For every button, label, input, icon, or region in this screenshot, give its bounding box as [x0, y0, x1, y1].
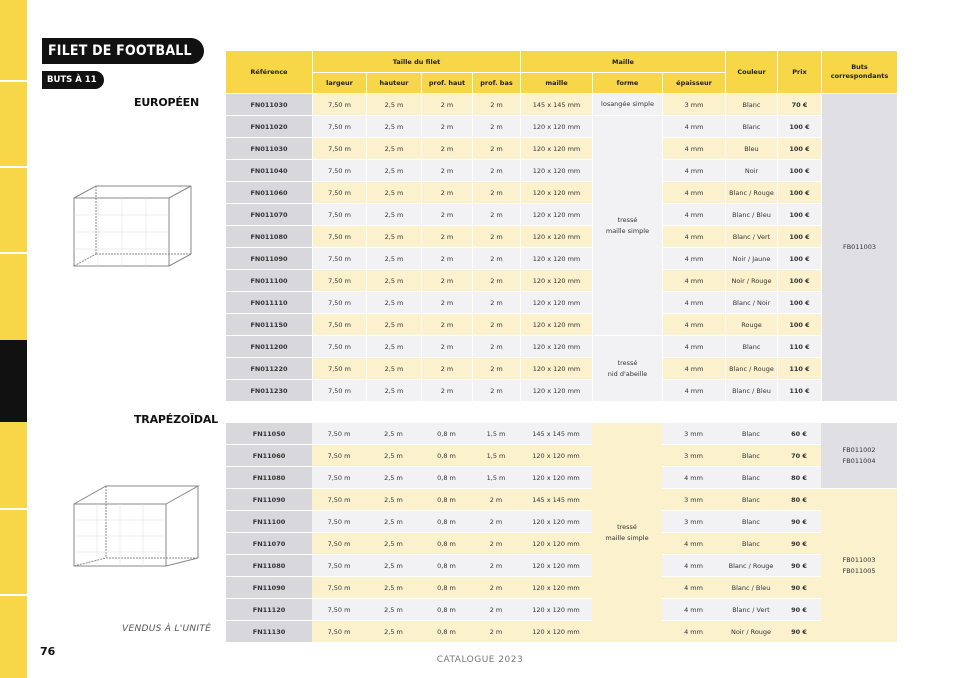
cell-hauteur: 2,5 m	[366, 379, 421, 401]
cell-couleur: Blanc	[725, 93, 777, 115]
cell-prof-bas: 1,5 m	[472, 444, 520, 466]
cell-maille: 120 x 120 mm	[520, 466, 592, 488]
cell-largeur: 7,50 m	[312, 225, 366, 247]
cell-reference: FN011220	[226, 357, 312, 379]
tab-divider	[0, 252, 27, 254]
header-buts: Buts correspondants	[821, 51, 897, 93]
table-row	[226, 510, 897, 532]
cell-reference: FN011150	[226, 313, 312, 335]
cell-prof-bas: 2 m	[472, 137, 520, 159]
cell-prof-bas: 1,5 m	[472, 466, 520, 488]
cell-prof-haut: 0,8 m	[421, 576, 472, 598]
cell-prof-bas: 2 m	[472, 313, 520, 335]
cell-couleur: Blanc / Rouge	[725, 357, 777, 379]
cell-forme: losangée simple	[592, 93, 662, 115]
cell-couleur: Noir	[725, 159, 777, 181]
cell-hauteur: 2,5 m	[366, 357, 421, 379]
cell-maille: 120 x 120 mm	[520, 181, 592, 203]
cell-hauteur: 2,5 m	[366, 335, 421, 357]
cell-maille: 120 x 120 mm	[520, 269, 592, 291]
cell-prix: 90 €	[777, 532, 821, 554]
cell-maille: 120 x 120 mm	[520, 247, 592, 269]
cell-epaisseur: 4 mm	[662, 532, 725, 554]
cell-largeur: 7,50 m	[312, 335, 366, 357]
cell-hauteur: 2,5 m	[366, 137, 421, 159]
cell-epaisseur: 4 mm	[662, 159, 725, 181]
cell-hauteur: 2,5 m	[366, 115, 421, 137]
table-row	[226, 159, 897, 181]
cell-reference: FN011200	[226, 335, 312, 357]
cell-prof-bas: 2 m	[472, 291, 520, 313]
cell-prix: 110 €	[777, 379, 821, 401]
cell-maille: 120 x 120 mm	[520, 291, 592, 313]
cell-reference: FN11080	[226, 466, 312, 488]
cell-maille: 120 x 120 mm	[520, 510, 592, 532]
cell-largeur: 7,50 m	[312, 203, 366, 225]
cell-epaisseur: 4 mm	[662, 554, 725, 576]
cell-prof-bas: 2 m	[472, 554, 520, 576]
table-row	[226, 203, 897, 225]
cell-prof-haut: 2 m	[421, 203, 472, 225]
cell-epaisseur: 4 mm	[662, 466, 725, 488]
cell-epaisseur: 4 mm	[662, 576, 725, 598]
cell-prix: 100 €	[777, 181, 821, 203]
cell-prix: 90 €	[777, 554, 821, 576]
cell-couleur: Noir / Rouge	[725, 269, 777, 291]
header-forme: forme	[592, 72, 662, 93]
cell-prof-bas: 2 m	[472, 598, 520, 620]
cell-line: tressé	[617, 215, 638, 224]
cell-epaisseur: 4 mm	[662, 225, 725, 247]
cell-prix: 70 €	[777, 444, 821, 466]
cell-prix: 60 €	[777, 422, 821, 444]
table-row	[226, 357, 897, 379]
cell-epaisseur: 3 mm	[662, 488, 725, 510]
cell-hauteur: 2,5 m	[366, 159, 421, 181]
cell-hauteur: 2,5 m	[366, 313, 421, 335]
header-prof-haut: prof. haut	[421, 72, 472, 93]
cell-prix: 100 €	[777, 115, 821, 137]
page-subtitle: BUTS À 11	[42, 71, 104, 89]
cell-largeur: 7,50 m	[312, 466, 366, 488]
header-maille-group: Maille	[520, 51, 725, 72]
cell-reference: FN11130	[226, 620, 312, 642]
cell-prof-haut: 2 m	[421, 335, 472, 357]
cell-reference: FN11070	[226, 532, 312, 554]
cell-hauteur: 2,5 m	[366, 532, 421, 554]
cell-reference: FN11100	[226, 510, 312, 532]
cell-prix: 80 €	[777, 466, 821, 488]
cell-maille: 120 x 120 mm	[520, 159, 592, 181]
cell-maille: 120 x 120 mm	[520, 203, 592, 225]
cell-couleur: Blanc	[725, 422, 777, 444]
table-row	[226, 554, 897, 576]
cell-prof-bas: 2 m	[472, 269, 520, 291]
trapezoidal-goal-illustration	[66, 478, 206, 578]
cell-reference: FN011040	[226, 159, 312, 181]
cell-prix: 100 €	[777, 225, 821, 247]
table-row	[226, 93, 897, 115]
cell-prof-haut: 0,8 m	[421, 554, 472, 576]
cell-forme	[592, 422, 662, 642]
cell-largeur: 7,50 m	[312, 554, 366, 576]
cell-hauteur: 2,5 m	[366, 269, 421, 291]
cell-epaisseur: 4 mm	[662, 598, 725, 620]
cell-largeur: 7,50 m	[312, 291, 366, 313]
table-row	[226, 620, 897, 642]
cell-reference: FN011100	[226, 269, 312, 291]
cell-epaisseur: 4 mm	[662, 357, 725, 379]
cell-prof-haut: 0,8 m	[421, 466, 472, 488]
cell-couleur: Blanc / Bleu	[725, 203, 777, 225]
cell-prix: 100 €	[777, 291, 821, 313]
cell-hauteur: 2,5 m	[366, 510, 421, 532]
header-hauteur: hauteur	[366, 72, 421, 93]
cell-prix: 110 €	[777, 335, 821, 357]
page-title: FILET DE FOOTBALL	[42, 38, 204, 64]
cell-couleur: Blanc / Vert	[725, 598, 777, 620]
cell-hauteur: 2,5 m	[366, 422, 421, 444]
tab-divider	[0, 166, 27, 168]
header-prix: Prix	[777, 51, 821, 93]
tab-divider	[0, 508, 27, 510]
cell-epaisseur: 4 mm	[662, 335, 725, 357]
cell-maille: 145 x 145 mm	[520, 422, 592, 444]
cell-line: tressé	[617, 358, 638, 367]
table-row	[226, 598, 897, 620]
cell-couleur: Blanc / Rouge	[725, 181, 777, 203]
cell-maille: 120 x 120 mm	[520, 115, 592, 137]
chapter-tab-active	[0, 340, 27, 422]
cell-reference: FN11090	[226, 488, 312, 510]
cell-reference: FN011090	[226, 247, 312, 269]
cell-maille: 120 x 120 mm	[520, 379, 592, 401]
trapezoidal-net-table	[226, 422, 897, 642]
cell-couleur: Blanc	[725, 115, 777, 137]
cell-largeur: 7,50 m	[312, 357, 366, 379]
cell-couleur: Blanc	[725, 488, 777, 510]
cell-couleur: Blanc / Bleu	[725, 576, 777, 598]
cell-reference: FN11080	[226, 554, 312, 576]
cell-prof-haut: 0,8 m	[421, 422, 472, 444]
cell-couleur: Noir / Rouge	[725, 620, 777, 642]
cell-couleur: Blanc	[725, 444, 777, 466]
cell-largeur: 7,50 m	[312, 115, 366, 137]
cell-prof-haut: 2 m	[421, 269, 472, 291]
table-row	[226, 422, 897, 444]
footnote: VENDUS À L'UNITÉ	[122, 624, 212, 634]
cell-prix: 90 €	[777, 576, 821, 598]
european-goal-illustration	[66, 178, 206, 278]
cell-prof-haut: 2 m	[421, 291, 472, 313]
cell-prof-haut: 2 m	[421, 115, 472, 137]
cell-largeur: 7,50 m	[312, 313, 366, 335]
cell-hauteur: 2,5 m	[366, 466, 421, 488]
cell-hauteur: 2,5 m	[366, 576, 421, 598]
cell-line: maille simple	[605, 533, 649, 542]
cell-prof-haut: 2 m	[421, 247, 472, 269]
cell-buts: FB011003	[821, 93, 897, 401]
cell-reference: FN011030	[226, 93, 312, 115]
cell-epaisseur: 3 mm	[662, 444, 725, 466]
cell-hauteur: 2,5 m	[366, 620, 421, 642]
cell-hauteur: 2,5 m	[366, 291, 421, 313]
cell-prof-haut: 0,8 m	[421, 532, 472, 554]
cell-largeur: 7,50 m	[312, 532, 366, 554]
cell-largeur: 7,50 m	[312, 620, 366, 642]
cell-largeur: 7,50 m	[312, 181, 366, 203]
cell-reference: FN11050	[226, 422, 312, 444]
cell-line: tressé	[617, 522, 637, 531]
cell-largeur: 7,50 m	[312, 93, 366, 115]
table-row	[226, 335, 897, 357]
cell-epaisseur: 3 mm	[662, 93, 725, 115]
cell-prof-bas: 2 m	[472, 159, 520, 181]
cell-couleur: Blanc	[725, 510, 777, 532]
cell-epaisseur: 3 mm	[662, 422, 725, 444]
cell-reference: FN011080	[226, 225, 312, 247]
european-net-table	[226, 51, 897, 401]
header-reference: Référence	[226, 51, 312, 93]
cell-prof-haut: 2 m	[421, 379, 472, 401]
header-largeur: largeur	[312, 72, 366, 93]
cell-epaisseur: 4 mm	[662, 269, 725, 291]
cell-hauteur: 2,5 m	[366, 554, 421, 576]
cell-prof-haut: 2 m	[421, 313, 472, 335]
cell-maille: 120 x 120 mm	[520, 335, 592, 357]
cell-hauteur: 2,5 m	[366, 247, 421, 269]
cell-hauteur: 2,5 m	[366, 93, 421, 115]
table-row	[226, 247, 897, 269]
table-row	[226, 269, 897, 291]
cell-prof-haut: 2 m	[421, 159, 472, 181]
header-prof-bas: prof. bas	[472, 72, 520, 93]
tab-divider	[0, 80, 27, 82]
cell-epaisseur: 4 mm	[662, 247, 725, 269]
cell-prof-haut: 2 m	[421, 225, 472, 247]
cell-couleur: Blanc	[725, 532, 777, 554]
cell-prix: 80 €	[777, 488, 821, 510]
cell-maille: 120 x 120 mm	[520, 576, 592, 598]
header-maille: maille	[520, 72, 592, 93]
cell-prof-haut: 0,8 m	[421, 488, 472, 510]
cell-prof-bas: 2 m	[472, 532, 520, 554]
cell-prix: 100 €	[777, 313, 821, 335]
cell-forme	[592, 335, 662, 401]
cell-couleur: Blanc	[725, 466, 777, 488]
cell-largeur: 7,50 m	[312, 510, 366, 532]
cell-hauteur: 2,5 m	[366, 203, 421, 225]
cell-prof-bas: 1,5 m	[472, 422, 520, 444]
table-row	[226, 466, 897, 488]
table-row	[226, 444, 897, 466]
cell-maille: 120 x 120 mm	[520, 620, 592, 642]
cell-largeur: 7,50 m	[312, 137, 366, 159]
cell-reference: FN011230	[226, 379, 312, 401]
cell-prof-bas: 2 m	[472, 576, 520, 598]
cell-prof-bas: 2 m	[472, 379, 520, 401]
cell-prof-bas: 2 m	[472, 203, 520, 225]
cell-largeur: 7,50 m	[312, 488, 366, 510]
cell-couleur: Bleu	[725, 137, 777, 159]
section-label-trapezoidal: TRAPÉZOÏDAL	[134, 413, 218, 426]
cell-line: FB011004	[842, 456, 876, 465]
cell-line: FB011005	[842, 566, 876, 575]
cell-epaisseur: 4 mm	[662, 379, 725, 401]
cell-prix: 70 €	[777, 93, 821, 115]
cell-prof-haut: 0,8 m	[421, 444, 472, 466]
table-row	[226, 137, 897, 159]
page-number: 76	[40, 645, 56, 658]
cell-prof-bas: 2 m	[472, 115, 520, 137]
cell-prof-bas: 2 m	[472, 93, 520, 115]
cell-largeur: 7,50 m	[312, 598, 366, 620]
cell-maille: 145 x 145 mm	[520, 488, 592, 510]
cell-prof-bas: 2 m	[472, 247, 520, 269]
page-footer: CATALOGUE 2023	[436, 655, 524, 665]
cell-maille: 120 x 120 mm	[520, 444, 592, 466]
cell-prix: 100 €	[777, 247, 821, 269]
cell-line: FB011003	[842, 555, 876, 564]
header-taille: Taille du filet	[312, 51, 520, 72]
cell-epaisseur: 4 mm	[662, 313, 725, 335]
table-row	[226, 225, 897, 247]
cell-largeur: 7,50 m	[312, 576, 366, 598]
cell-prix: 100 €	[777, 269, 821, 291]
cell-epaisseur: 4 mm	[662, 115, 725, 137]
cell-largeur: 7,50 m	[312, 159, 366, 181]
cell-hauteur: 2,5 m	[366, 598, 421, 620]
cell-prof-haut: 2 m	[421, 357, 472, 379]
cell-couleur: Blanc / Bleu	[725, 379, 777, 401]
table-row	[226, 291, 897, 313]
cell-prix: 90 €	[777, 598, 821, 620]
chapter-tabs	[0, 0, 27, 678]
cell-prof-bas: 2 m	[472, 335, 520, 357]
cell-maille: 120 x 120 mm	[520, 598, 592, 620]
cell-line: nid d'abeille	[607, 369, 648, 378]
cell-epaisseur: 4 mm	[662, 620, 725, 642]
cell-prof-bas: 2 m	[472, 181, 520, 203]
cell-prix: 90 €	[777, 510, 821, 532]
cell-prof-haut: 2 m	[421, 137, 472, 159]
cell-prof-bas: 2 m	[472, 357, 520, 379]
cell-prix: 100 €	[777, 203, 821, 225]
cell-hauteur: 2,5 m	[366, 444, 421, 466]
cell-couleur: Noir / Jaune	[725, 247, 777, 269]
cell-epaisseur: 3 mm	[662, 510, 725, 532]
cell-reference: FN11090	[226, 576, 312, 598]
table-row	[226, 115, 897, 137]
table-row	[226, 532, 897, 554]
cell-largeur: 7,50 m	[312, 247, 366, 269]
tab-divider	[0, 594, 27, 596]
cell-prof-bas: 2 m	[472, 510, 520, 532]
cell-largeur: 7,50 m	[312, 269, 366, 291]
cell-prof-haut: 0,8 m	[421, 620, 472, 642]
cell-prix: 110 €	[777, 357, 821, 379]
cell-line: maille simple	[605, 226, 650, 235]
cell-largeur: 7,50 m	[312, 422, 366, 444]
cell-couleur: Blanc / Rouge	[725, 554, 777, 576]
cell-reference: FN011060	[226, 181, 312, 203]
cell-prof-haut: 2 m	[421, 93, 472, 115]
cell-hauteur: 2,5 m	[366, 181, 421, 203]
cell-reference: FN011030	[226, 137, 312, 159]
table-row	[226, 181, 897, 203]
cell-maille: 145 x 145 mm	[520, 93, 592, 115]
cell-prof-haut: 2 m	[421, 181, 472, 203]
cell-reference: FN11060	[226, 444, 312, 466]
cell-hauteur: 2,5 m	[366, 225, 421, 247]
cell-maille: 120 x 120 mm	[520, 357, 592, 379]
cell-hauteur: 2,5 m	[366, 488, 421, 510]
header-epaisseur: épaisseur	[662, 72, 725, 93]
section-label-europeen: EUROPÉEN	[134, 96, 199, 109]
cell-couleur: Blanc	[725, 335, 777, 357]
cell-maille: 120 x 120 mm	[520, 554, 592, 576]
table-row	[226, 488, 897, 510]
cell-maille: 120 x 120 mm	[520, 313, 592, 335]
cell-largeur: 7,50 m	[312, 444, 366, 466]
cell-epaisseur: 4 mm	[662, 291, 725, 313]
cell-epaisseur: 4 mm	[662, 203, 725, 225]
cell-prof-bas: 2 m	[472, 488, 520, 510]
cell-prof-haut: 0,8 m	[421, 598, 472, 620]
cell-prof-haut: 0,8 m	[421, 510, 472, 532]
table-row	[226, 576, 897, 598]
cell-reference: FN11120	[226, 598, 312, 620]
cell-reference: FN011110	[226, 291, 312, 313]
cell-buts	[821, 422, 897, 488]
cell-maille: 120 x 120 mm	[520, 532, 592, 554]
cell-epaisseur: 4 mm	[662, 137, 725, 159]
cell-buts	[821, 488, 897, 642]
cell-prix: 100 €	[777, 137, 821, 159]
cell-reference: FN011020	[226, 115, 312, 137]
cell-prix: 100 €	[777, 159, 821, 181]
cell-prof-bas: 2 m	[472, 620, 520, 642]
cell-forme	[592, 115, 662, 335]
header-couleur: Couleur	[725, 51, 777, 93]
cell-epaisseur: 4 mm	[662, 181, 725, 203]
cell-maille: 120 x 120 mm	[520, 225, 592, 247]
cell-reference: FN011070	[226, 203, 312, 225]
cell-couleur: Blanc / Vert	[725, 225, 777, 247]
table-row	[226, 379, 897, 401]
cell-prix: 90 €	[777, 620, 821, 642]
cell-couleur: Rouge	[725, 313, 777, 335]
cell-largeur: 7,50 m	[312, 379, 366, 401]
table-row	[226, 313, 897, 335]
cell-maille: 120 x 120 mm	[520, 137, 592, 159]
cell-line: FB011002	[842, 445, 876, 454]
cell-prof-bas: 2 m	[472, 225, 520, 247]
cell-couleur: Blanc / Noir	[725, 291, 777, 313]
